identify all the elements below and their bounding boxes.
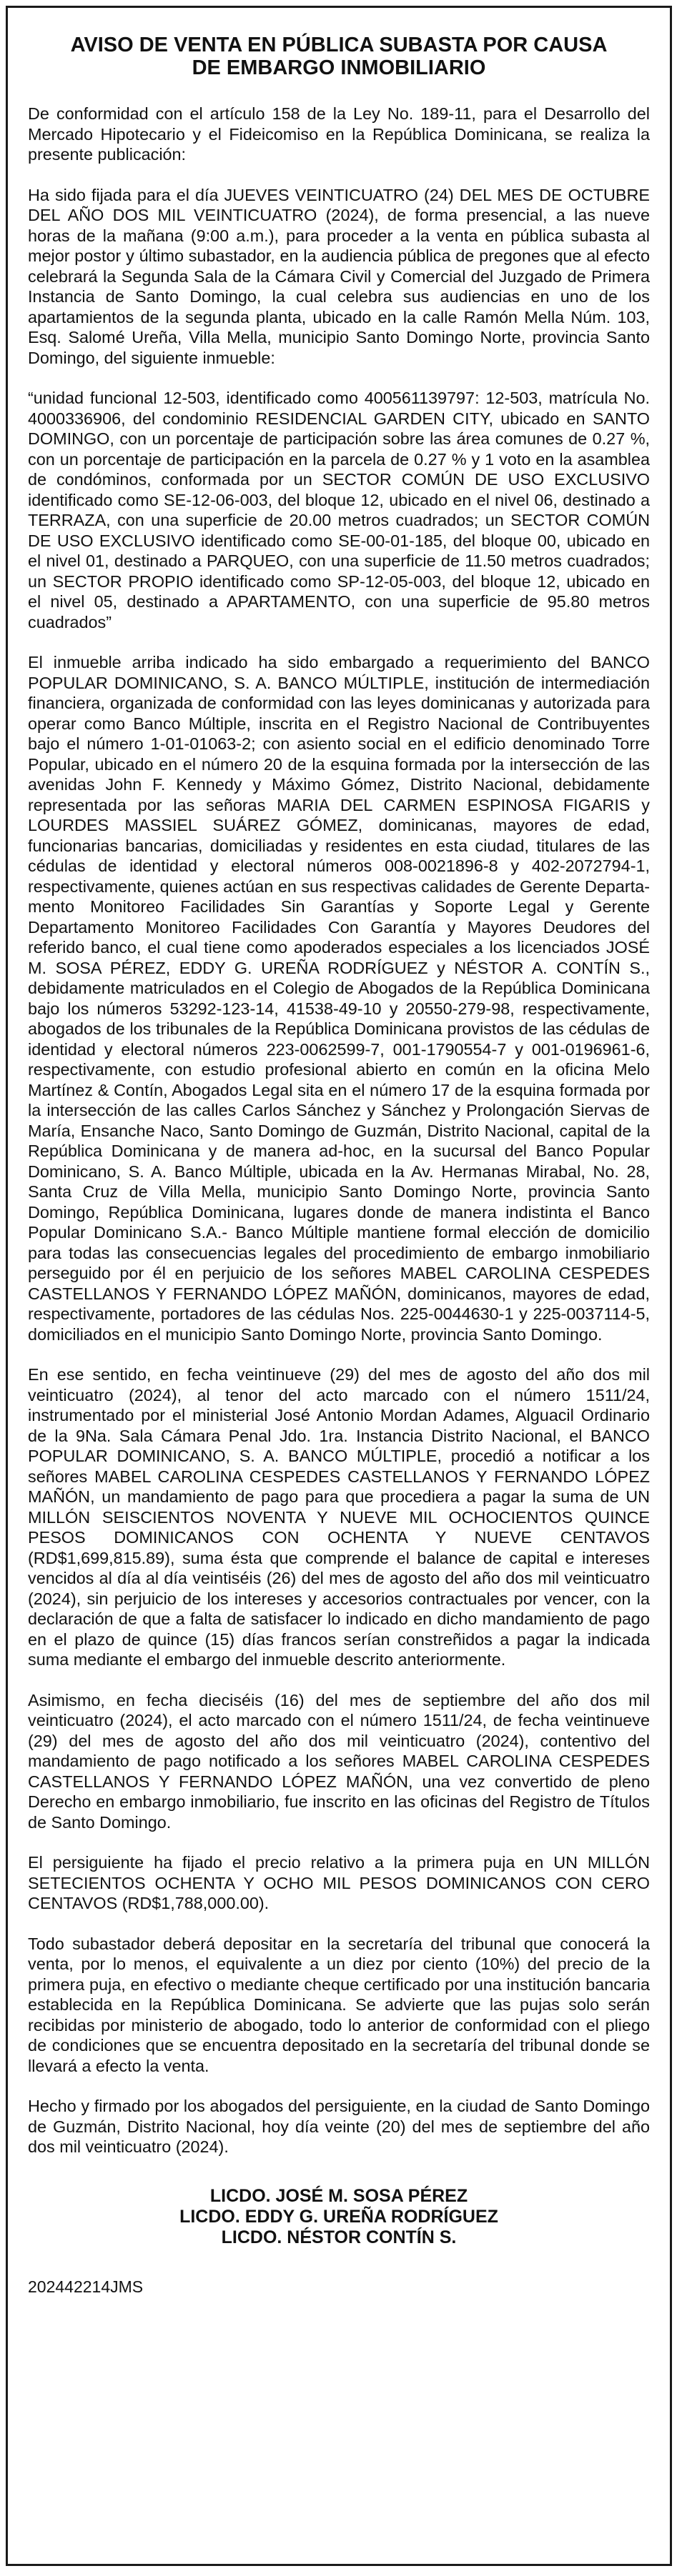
paragraph-starting-price: El persiguiente ha fijado el precio relativo a la primera puja en UN MILLÓN SETECIENTOS OCHENTA Y OCHO MIL PESOS DOMINICANOS CON CERO CENTAVOS (RD$1,788,000.00). [28,1853,650,1912]
paragraph-registration: Asimismo, en fecha dieciséis (16) del mes de septiembre del año dos mil veinticuatro (2024), el acto marcado con el número 1511/24, de fecha veintinueve (29) del mes de agosto del año dos mil veinticuatro (2024), contentivo del mandamiento de pago notificado a los señores MABEL CAROLINA CESPEDES CASTELLANOS Y FERNANDO LÓPEZ MAÑÓN, una vez convertido de pleno Derecho en embargo inmobiliario, fue inscrito en las oficinas del Registro de Títulos de Santo Domingo. [28,1690,650,1832]
legal-notice-frame [6,6,672,2566]
signer-name: LICDO. NÉSTOR CONTÍN S. [221,2227,457,2247]
notice-title-line-2: DE EMBARGO INMOBILIARIO [192,56,486,79]
paragraph-signature-place-date: Hecho y firmado por los abogados del persiguiente, en la ciudad de Santo Domingo de Guzmán, Distrito Nacional, hoy día veinte (20) del mes de septiembre del año dos mil veinticuatro (2024). [28,2097,650,2156]
paragraph-property-description: “unidad funcional 12-503, identificado como 400561139797: 12-503, matrícula No. 4000336906, del condominio RESIDENCIAL GARDEN CITY, ubicado en SANTO DOMINGO, con un porcentaje de participación sobre las área comunes de 0.27 %, con un porcentaje de participación en la parcela de 0.27 % y 1 voto en la asamblea de condóminos, conformada por un SECTOR COMÚN DE USO EXCLUSIVO identificado como SE-12-06-003, del bloque 12, ubicado en el nivel 06, destinado a TERRAZA, con una superficie de 20.00 metros cuadrados; un SECTOR COMÚN DE USO EXCLUSIVO identificado como SE-00-01-185, del bloque 00, ubicado en el nivel 01, destinado a PARQUEO, con una superficie de 11.50 metros cuadrados; un SECTOR PROPIO identificado como SP-12-05-003, del bloque 12, ubicado en el nivel 05, destinado a APARTAMENTO, con una superficie de 95.80 metros cuadrados” [28,389,650,631]
paragraph-legal-basis: De conformidad con el artículo 158 de la Ley No. 189-11, para el Desarrollo del Mercado Hipotecario y el Fideicomiso en la República Dominicana, se realiza la presente publicación: [28,104,650,164]
paragraph-bidder-deposit: Todo subastador deberá depositar en la secretaría del tribunal que conocerá la venta, por lo menos, el equivalente a un diez por ciento (10%) del precio de la primera puja, en efectivo o mediante cheque certificado por una institución bancaria establecida en la República Dominicana. Se advierte que las pujas solo serán recibidas por ministerio de abogado, todo lo anterior de conformidad con el pliego de condiciones que se encuentra depositado en la secretaría del tribunal donde se llevará a efecto la venta. [28,1934,650,2075]
signer-name: LICDO. JOSÉ M. SOSA PÉREZ [209,2185,468,2206]
paragraph-creditor-details: El inmueble arriba indicado ha sido embargado a requerimiento del BANCO POPULAR DOMINICANO, S. A. BANCO MÚLTIPLE, institución de intermediación financiera, organizada de conformidad con las leyes dominicanas y autorizada para operar como Banco Múltiple, inscrita en el Registro Nacional de Contribuyentes bajo el número 1-01-01063-2; con asiento social en el edificio denominado Torre Popular, ubicado en el número 20 de la esquina formada por la intersección de las avenidas John F. Kennedy y Máximo Gómez, Distrito Nacional, debidamente representada por las señoras MARIA DEL CARMEN ESPINOSA FIGARIS y LOURDES MASSIEL SUÁREZ GÓMEZ, dominicanas, mayores de edad, funcionarias bancarias, domiciliadas y residentes en esta ciudad, titulares de las cédulas de identidad y electoral números 008-0021896-8 y 402-2072794-1, respectivamente, quienes actúan en sus respectivas calidades de Gerente Departamento Monitoreo Facilidades Sin Garantías y Soporte Legal y Gerente Departamento Monitoreo Facilidades Con Garantía y Mayores Deudores del referido banco, el cual tiene como apoderados especiales a los licenciados JOSÉ M. SOSA PÉREZ, EDDY G. UREÑA RODRÍGUEZ y NÉSTOR A. CONTÍN S., debidamente matriculados en el Colegio de Abogados de la República Dominicana bajo los números 53292-123-14, 41538-49-10 y 20550-279-98, respectivamente, abogados de los tribunales de la República Dominicana provistos de las cédulas de identidad y electoral números 223-0062599-7, 001-1790554-7 y 001-0196961-6, respectivamente, con estudio profesional abierto en común en la oficina Melo Martínez & Contín, Abogados Legal sita en el número 17 de la esquina formada por la intersección de las calles Carlos Sánchez y Sánchez y Prolongación Siervas de María, Ensanche Naco, Santo Domingo de Guzmán, Distrito Nacional, capital de la República Dominicana y de manera ad-hoc, en la sucursal del Banco Popular Dominicano, S. A. Banco Múltiple, ubicada en la Av. Hermanas Mirabal, No. 28, Santa Cruz de Villa Mella, municipio Santo Domingo Norte, provincia Santo Domingo, República Dominicana, lugares donde de manera indistinta el Banco Popular Dominicano S.A.- Banco Múltiple mantiene formal elección de domicilio para todas las consecuencias legales del procedimiento de embargo inmobiliario perseguido por él en perjuicio de los señores MABEL CAROLINA CESPEDES CASTELLANOS Y FERNANDO LÓPEZ MAÑÓN, dominicanos, mayores de edad, respectivamente, portadores de las cédulas Nos. 225-0044630-1 y 225-0037114-5, domiciliados en el municipio Santo Domingo Norte, provincia Santo Domingo. [28,653,650,1344]
paragraph-auction-date: Ha sido fijada para el día JUEVES VEINTICUATRO (24) DEL MES DE OCTUBRE DEL AÑO DOS MIL VEINTICUATRO (2024), de forma presencial, a las nueve horas de la mañana (9:00 a.m.), para proceder a la venta en pública subasta al mejor postor y último subastador, en la audiencia pública de pregones que al efecto celebrará la Segunda Sala de la Cámara Civil y Comercial del Juzgado de Primera Instancia de Santo Domingo, la cual celebra sus audiencias en uno de los apartamientos de la segunda planta, ubicado en la calle Ramón Mella Núm. 103, Esq. Salomé Ureña, Villa Mella, municipio Santo Domingo Norte, provincia Santo Domingo, del siguiente inmueble: [28,185,650,367]
signer-name: LICDO. EDDY G. UREÑA RODRÍGUEZ [179,2206,498,2227]
reference-code: 202442214JMS [28,2277,144,2296]
notice-title [28,34,650,79]
paragraph-payment-order: En ese sentido, en fecha veintinueve (29) del mes de agosto del año dos mil veinticuatro (2024), al tenor del acto marcado con el número 1511/24, instrumentado por el ministerial José Antonio Mordan Adames, Alguacil Ordinario de la 9Na. Sala Cámara Penal Jdo. 1ra. Instancia Distrito Nacional, el BANCO POPULAR DOMINICANO, S. A. BANCO MÚLTIPLE, procedió a notificar a los señores MABEL CAROLINA CESPEDES CASTELLANOS Y FERNANDO LÓPEZ MAÑÓN, un mandamiento de pago para que procediera a pagar la suma de UN MILLÓN SEISCIENTOS NOVENTA Y NUEVE MIL OCHOCIENTOS QUINCE PESOS DOMINICANOS CON OCHENTA Y NUEVE CENTAVOS (RD$1,699,815.89), suma ésta que comprende el balance de capital e intereses vencidos al día al día veintiséis (26) del mes de agosto del año dos mil veinticuatro (2024), sin perjuicio de los intereses y accesorios contractuales por vencer, con la declaración de que a falta de satisfacer lo indicado en dicho mandamiento de pago en el plazo de quince (15) días francos serían constreñidos a pagar la indicada suma mediante el embargo del inmueble descrito anteriormente. [28,1365,650,1669]
notice-title-line-1: AVISO DE VENTA EN PÚBLICA SUBASTA POR CAUSA [70,34,608,56]
signers-block [28,2186,650,2248]
